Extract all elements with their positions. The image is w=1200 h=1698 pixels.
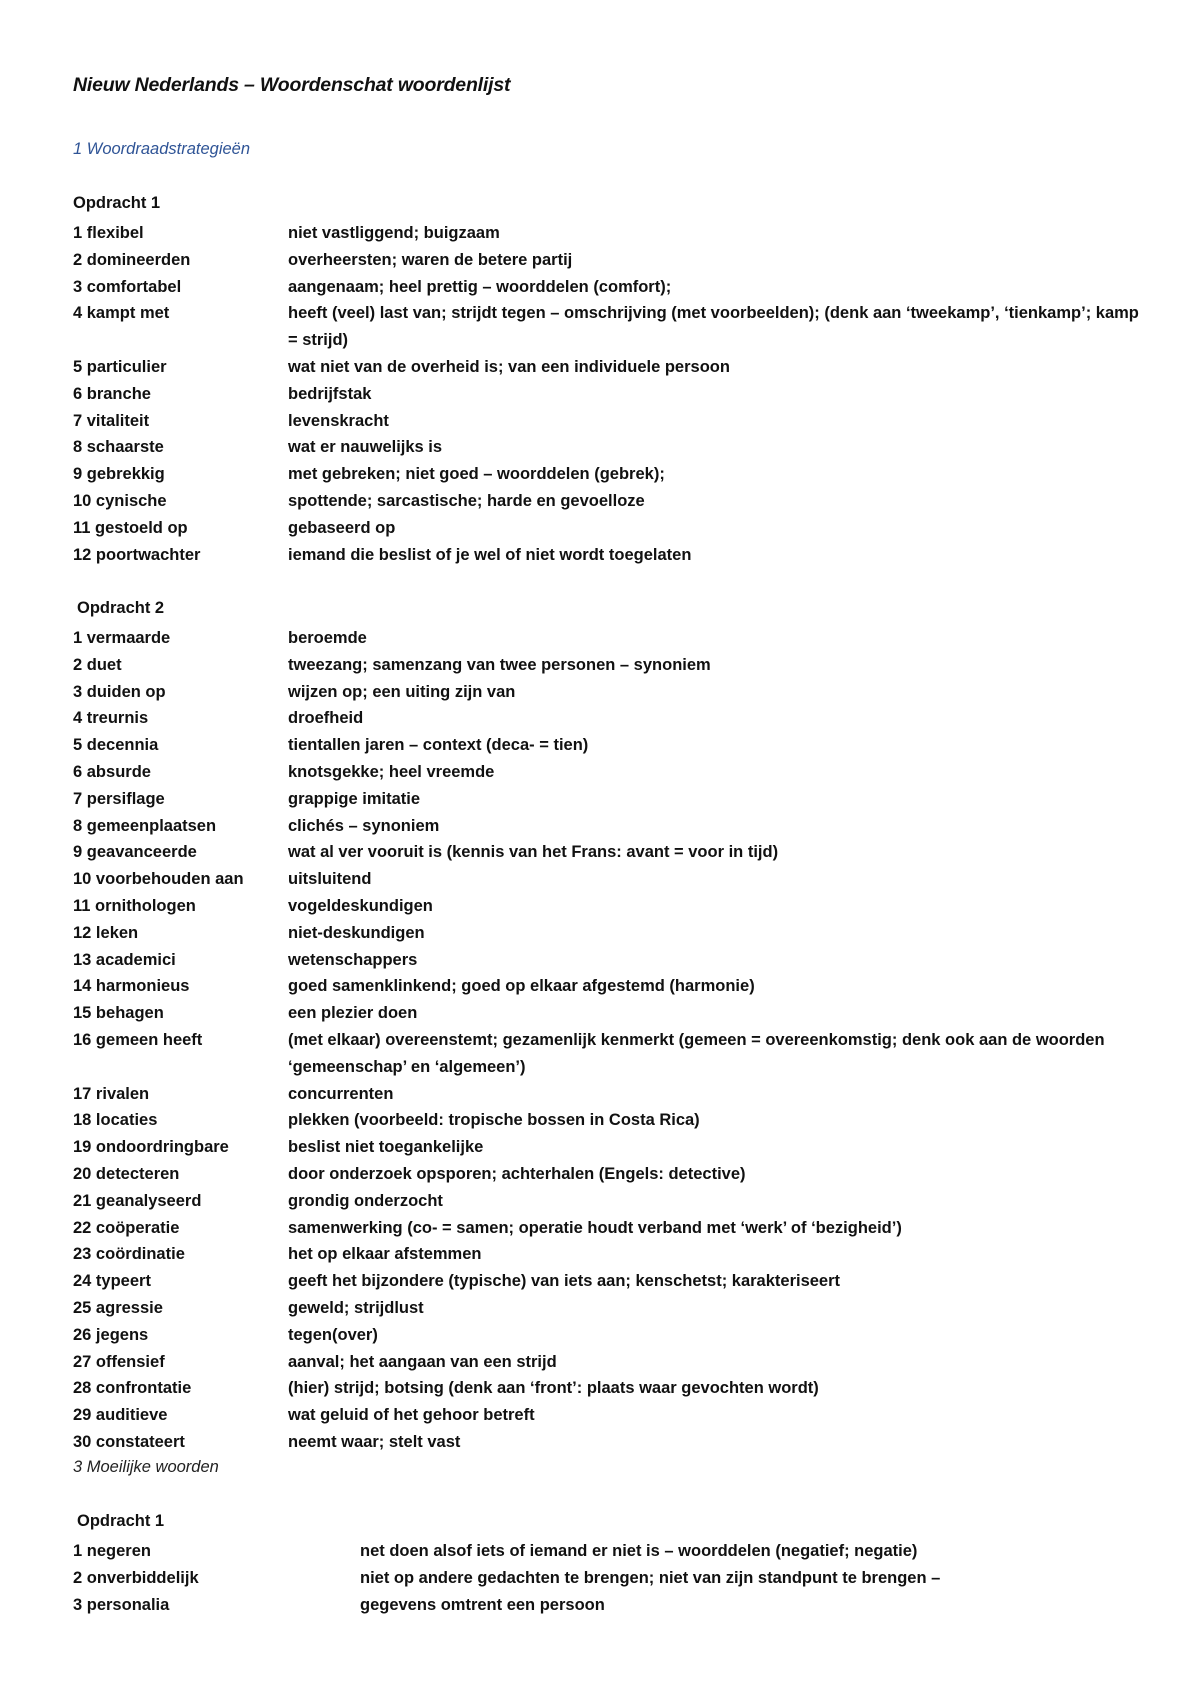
entry-definition: (hier) strijd; botsing (denk aan ‘front’: plaats waar gevochten wordt) <box>288 1379 819 1398</box>
assignment-heading-opdracht-1: Opdracht 1 <box>73 194 161 212</box>
entry-term: 20 detecteren <box>73 1165 180 1183</box>
entry-term: 7 persiflage <box>73 789 165 808</box>
entry-term: 22 coöperatie <box>73 1218 180 1237</box>
entry-definition: heeft (veel) last van; strijdt tegen – omschrijving (met voorbeelden); (denk aan ‘tweekamp’, ‘tienkamp’; kamp = strijd) <box>288 304 1139 350</box>
entry-term: 29 auditieve <box>73 1406 168 1425</box>
entry-definition: gegevens omtrent een persoon <box>360 1595 605 1614</box>
entry-term: 30 constateert <box>73 1433 185 1451</box>
entry-definition: neemt waar; stelt vast <box>288 1433 461 1451</box>
entry-term: 2 duet <box>73 655 122 674</box>
entry-definition: vogeldeskundigen <box>288 897 433 915</box>
section-heading-moeilijke-woorden: 3 Moeilijke woorden <box>73 1458 219 1476</box>
entry-definition: tientallen jaren – context (deca- = tien) <box>288 736 589 755</box>
entry-term: 8 schaarste <box>73 438 164 457</box>
entry-definition: iemand die beslist of je wel of niet wordt toegelaten <box>288 545 692 564</box>
entry-definition: wat al ver vooruit is (kennis van het Frans: avant = voor in tijd) <box>288 843 779 862</box>
entry-term: 25 agressie <box>73 1299 163 1317</box>
entry-term: 9 gebrekkig <box>73 465 165 484</box>
entry-term: 4 treurnis <box>73 709 149 728</box>
entry-definition: clichés – synoniem <box>288 816 440 835</box>
entry-definition: niet vastliggend; buigzaam <box>288 224 500 242</box>
entry-definition: grondig onderzocht <box>288 1191 443 1210</box>
entry-definition: tweezang; samenzang van twee personen – synoniem <box>288 655 711 674</box>
entry-definition: geweld; strijdlust <box>288 1299 424 1317</box>
entry-term: 17 rivalen <box>73 1084 150 1103</box>
entry-definition: spottende; sarcastische; harde en gevoelloze <box>288 492 645 510</box>
entry-definition: wat niet van de overheid is; van een individuele persoon <box>288 358 730 376</box>
entry-definition: wat er nauwelijks is <box>288 438 443 457</box>
entry-term: 12 leken <box>73 923 139 942</box>
entry-definition: aangenaam; heel prettig – woorddelen (comfort); <box>288 277 672 296</box>
entry-definition: goed samenklinkend; goed op elkaar afgestemd (harmonie) <box>288 977 755 996</box>
entry-definition: bedrijfstak <box>288 384 372 403</box>
assignment-heading-opdracht-1-moeilijke-woorden: Opdracht 1 <box>77 1512 165 1530</box>
entry-definition: uitsluitend <box>288 870 372 889</box>
entry-term: 10 cynische <box>73 492 167 510</box>
entry-definition: (met elkaar) overeenstemt; gezamenlijk kenmerkt (gemeen = overeenkomstig; denk ook aan de woorden ‘gemeenschap’ en ‘algemeen’) <box>288 1031 1105 1076</box>
entry-term: 11 gestoeld op <box>73 518 188 537</box>
entry-definition: niet-deskundigen <box>288 923 425 942</box>
entry-term: 18 locaties <box>73 1111 158 1130</box>
entry-definition: wat geluid of het gehoor betreft <box>288 1406 535 1425</box>
entry-definition: wetenschappers <box>288 950 418 969</box>
entry-term: 21 geanalyseerd <box>73 1191 202 1210</box>
entry-definition: beslist niet toegankelijke <box>288 1138 484 1157</box>
entry-definition: droefheid <box>288 709 364 728</box>
entry-term: 3 personalia <box>73 1595 170 1614</box>
document-title: Nieuw Nederlands – Woordenschat woordenlijst <box>73 74 511 96</box>
entry-definition: met gebreken; niet goed – woorddelen (gebrek); <box>288 465 665 484</box>
entry-term: 6 branche <box>73 384 151 403</box>
entry-definition: aanval; het aangaan van een strijd <box>288 1352 557 1371</box>
entry-definition: tegen(over) <box>288 1325 378 1344</box>
entry-definition: gebaseerd op <box>288 518 396 537</box>
entry-definition: beroemde <box>288 629 367 647</box>
entry-term: 5 particulier <box>73 358 167 376</box>
entry-term: 14 harmonieus <box>73 977 190 996</box>
entry-term: 28 confrontatie <box>73 1379 192 1398</box>
entry-term: 26 jegens <box>73 1325 149 1344</box>
entry-definition: samenwerking (co- = samen; operatie houdt verband met ‘werk’ of ‘bezigheid’) <box>288 1218 902 1237</box>
entry-definition: het op elkaar afstemmen <box>288 1245 482 1264</box>
assignment-heading-opdracht-2: Opdracht 2 <box>77 599 165 617</box>
entry-term: 3 duiden op <box>73 682 166 701</box>
entry-term: 3 comfortabel <box>73 277 182 296</box>
entry-term: 6 absurde <box>73 763 151 781</box>
entry-term: 1 negeren <box>73 1542 151 1560</box>
entry-term: 8 gemeenplaatsen <box>73 816 217 835</box>
entry-term: 2 domineerden <box>73 250 191 269</box>
entry-term: 1 vermaarde <box>73 629 171 647</box>
section-heading-woordraadstrategieen: 1 Woordraadstrategieën <box>73 140 251 158</box>
entry-term: 23 coördinatie <box>73 1245 185 1264</box>
entry-term: 15 behagen <box>73 1004 164 1023</box>
entry-term: 24 typeert <box>73 1272 151 1291</box>
entry-definition: net doen alsof iets of iemand er niet is – woorddelen (negatief; negatie) <box>360 1542 918 1560</box>
entry-term: 16 gemeen heeft <box>73 1031 203 1049</box>
entry-definition: plekken (voorbeeld: tropische bossen in Costa Rica) <box>288 1111 700 1130</box>
entry-definition: levenskracht <box>288 411 389 430</box>
entry-definition: door onderzoek opsporen; achterhalen (Engels: detective) <box>288 1165 746 1183</box>
entry-term: 10 voorbehouden aan <box>73 870 244 889</box>
entry-term: 5 decennia <box>73 736 159 755</box>
entry-definition: wijzen op; een uiting zijn van <box>288 682 516 701</box>
entry-term: 27 offensief <box>73 1352 165 1371</box>
entry-term: 13 academici <box>73 950 176 969</box>
entry-definition: grappige imitatie <box>288 789 421 808</box>
entry-definition: knotsgekke; heel vreemde <box>288 763 495 781</box>
entry-definition: concurrenten <box>288 1084 394 1103</box>
entry-term: 2 onverbiddelijk <box>73 1568 199 1587</box>
entry-term: 7 vitaliteit <box>73 411 150 430</box>
entry-term: 19 ondoordringbare <box>73 1138 229 1157</box>
entry-definition: niet op andere gedachten te brengen; niet van zijn standpunt te brengen – <box>360 1568 941 1587</box>
entry-term: 4 kampt met <box>73 304 170 323</box>
entry-definition: overheersten; waren de betere partij <box>288 250 573 269</box>
entry-term: 1 flexibel <box>73 224 144 242</box>
entry-term: 12 poortwachter <box>73 545 201 564</box>
entry-term: 9 geavanceerde <box>73 843 197 862</box>
entry-term: 11 ornithologen <box>73 897 196 915</box>
entry-definition: geeft het bijzondere (typische) van iets aan; kenschetst; karakteriseert <box>288 1272 841 1291</box>
entry-definition: een plezier doen <box>288 1004 418 1023</box>
